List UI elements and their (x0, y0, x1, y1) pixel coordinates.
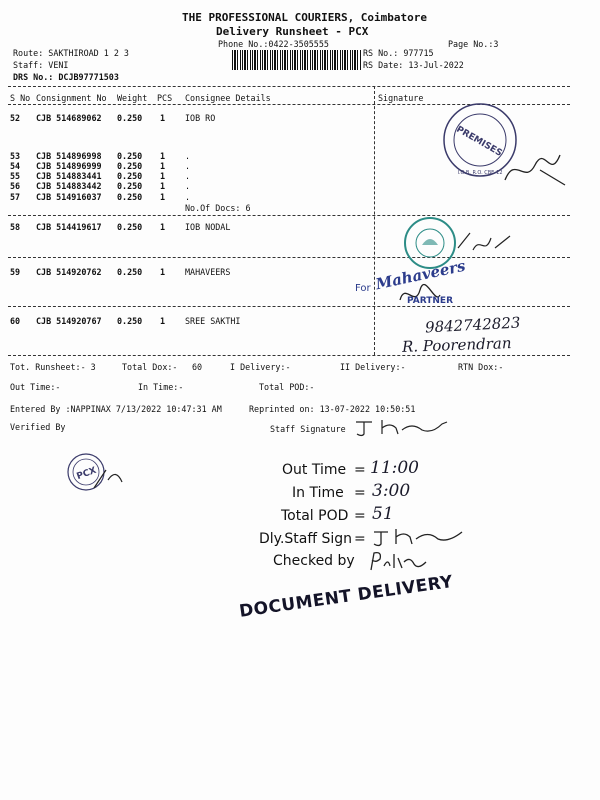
col-weight: Weight (117, 93, 148, 103)
row-sno: 60 (10, 316, 21, 326)
row-pcs: 1 (160, 171, 166, 181)
ii-delivery: II Delivery:- (340, 362, 406, 372)
row-pcs: 1 (160, 113, 166, 123)
verified-by: Verified By (10, 422, 66, 432)
row-consignment: CJB 514883441 (36, 171, 102, 181)
row-weight: 0.250 (117, 151, 143, 161)
rs-date: RS Date: 13-Jul-2022 (363, 60, 464, 70)
row-pcs: 1 (160, 316, 166, 326)
handwritten-out-time: 11:00 (370, 458, 419, 478)
row-consignee: IOB RO (185, 113, 216, 123)
pcx-stamp-icon (64, 450, 134, 500)
staff: Staff: VENI (13, 60, 69, 70)
company-title: THE PROFESSIONAL COURIERS, Coimbatore (182, 11, 428, 24)
row-weight: 0.250 (117, 113, 143, 123)
row-weight: 0.250 (117, 192, 143, 202)
total-dox-value: 60 (192, 362, 203, 372)
row-consignee: . (185, 192, 191, 202)
mahaveers-partner: PARTNER (407, 296, 454, 306)
checklist-total-pod: Total POD (281, 508, 349, 524)
route: Route: SAKTHIROAD 1 2 3 (13, 48, 129, 58)
reprinted-on: Reprinted on: 13-07-2022 10:50:51 (249, 404, 416, 414)
premises-stamp-text: PREMISES (454, 124, 504, 159)
row-weight: 0.250 (117, 161, 143, 171)
i-delivery: I Delivery:- (230, 362, 291, 372)
row-consignee: . (185, 171, 191, 181)
out-time-label: Out Time:- (10, 382, 61, 392)
rtn-dox: RTN Dox:- (458, 362, 504, 372)
row-sno: 54 (10, 161, 21, 171)
row-sno: 52 (10, 113, 21, 123)
row-consignee: MAHAVEERS (185, 267, 231, 277)
barcode (232, 50, 362, 70)
col-sno: S No (10, 93, 31, 103)
handwritten-total-pod: 51 (372, 504, 394, 524)
row-weight: 0.250 (117, 316, 143, 326)
rs-number: RS No.: 977715 (363, 48, 434, 58)
row-pcs: 1 (160, 181, 166, 191)
row-weight: 0.250 (117, 267, 143, 277)
checked-by-signature-icon (366, 548, 436, 576)
row-pcs: 1 (160, 161, 166, 171)
col-consignment: Consignment No (36, 93, 107, 103)
checklist-equals: = (354, 531, 366, 547)
row-consignment: CJB 514920767 (36, 316, 102, 326)
row-sno: 56 (10, 181, 21, 191)
drs-number: DRS No.: DCJB97771503 (13, 72, 119, 82)
row-consignment: CJB 514419617 (36, 222, 102, 232)
row-consignment: CJB 514689062 (36, 113, 102, 123)
entered-by: Entered By :NAPPINAX 7/13/2022 10:47:31 AM (10, 404, 222, 414)
signature-scribble-icon (500, 150, 570, 190)
row-sno: 57 (10, 192, 21, 202)
checklist-out-time: Out Time (282, 462, 347, 478)
checklist-equals: = (354, 462, 366, 478)
total-pod-label: Total POD:- (259, 382, 315, 392)
checklist-equals: = (354, 508, 366, 524)
mahaveers-for: For (355, 283, 371, 294)
page-number: Page No.:3 (448, 39, 499, 49)
row-weight: 0.250 (117, 222, 143, 232)
row-consignment: CJB 514916037 (36, 192, 102, 202)
row-consignee: SREE SAKTHI (185, 316, 241, 326)
row-pcs: 1 (160, 267, 166, 277)
pcx-stamp-text: PCX (75, 465, 98, 483)
row-rule (8, 215, 570, 216)
checklist-in-time: In Time (292, 485, 344, 501)
mahaveers-logo: Mahaveers (374, 256, 467, 294)
row-sno: 53 (10, 151, 21, 161)
checklist-staff-sign: Dly.Staff Sign (259, 531, 352, 547)
checklist-checked-by: Checked by (273, 553, 355, 569)
table-bottom-rule (8, 355, 570, 356)
handwritten-phone: 9842742823 (424, 313, 521, 337)
phone-number: Phone No.:0422-3505555 (218, 39, 329, 49)
col-consignee: Consignee Details (185, 93, 271, 103)
row-sno: 58 (10, 222, 21, 232)
col-pcs: PCS (157, 93, 173, 103)
row-rule (8, 306, 570, 307)
row-weight: 0.250 (117, 171, 143, 181)
row-consignment: CJB 514883442 (36, 181, 102, 191)
row-sno: 59 (10, 267, 21, 277)
row-consignee: . (185, 151, 191, 161)
dly-staff-signature-icon (370, 524, 470, 548)
runsheet-subtitle: Delivery Runsheet - PCX (216, 25, 369, 38)
in-time-label: In Time:- (138, 382, 184, 392)
row-consignment: CJB 514920762 (36, 267, 102, 277)
staff-signature-label: Staff Signature (270, 424, 346, 434)
row-consignee: IOB NODAL (185, 222, 231, 232)
row-consignment: CJB 514896999 (36, 161, 102, 171)
handwritten-date-icon (455, 228, 515, 258)
row-pcs: 1 (160, 222, 166, 232)
row-pcs: 1 (160, 192, 166, 202)
row-weight: 0.250 (117, 181, 143, 191)
total-dox-label: Total Dox:- (122, 362, 178, 372)
premises-stamp-caption: I.O.B. R.O. CBE-12 (457, 170, 503, 176)
document-delivery-stamp: DOCUMENT DELIVERY (238, 571, 455, 622)
no-of-docs: No.Of Docs: 6 (185, 203, 251, 213)
row-consignment: CJB 514896998 (36, 151, 102, 161)
total-runsheet: Tot. Runsheet:- 3 (10, 362, 96, 372)
handwritten-receiver: R. Poorendran (401, 334, 512, 356)
col-signature: Signature (378, 93, 424, 103)
table-top-rule (8, 86, 570, 87)
handwritten-in-time: 3:00 (372, 481, 411, 501)
checklist-equals: = (354, 485, 366, 501)
row-consignee: . (185, 161, 191, 171)
signature-divider (374, 86, 375, 355)
row-consignee: . (185, 181, 191, 191)
staff-signature-icon (352, 416, 462, 438)
row-pcs: 1 (160, 151, 166, 161)
row-sno: 55 (10, 171, 21, 181)
